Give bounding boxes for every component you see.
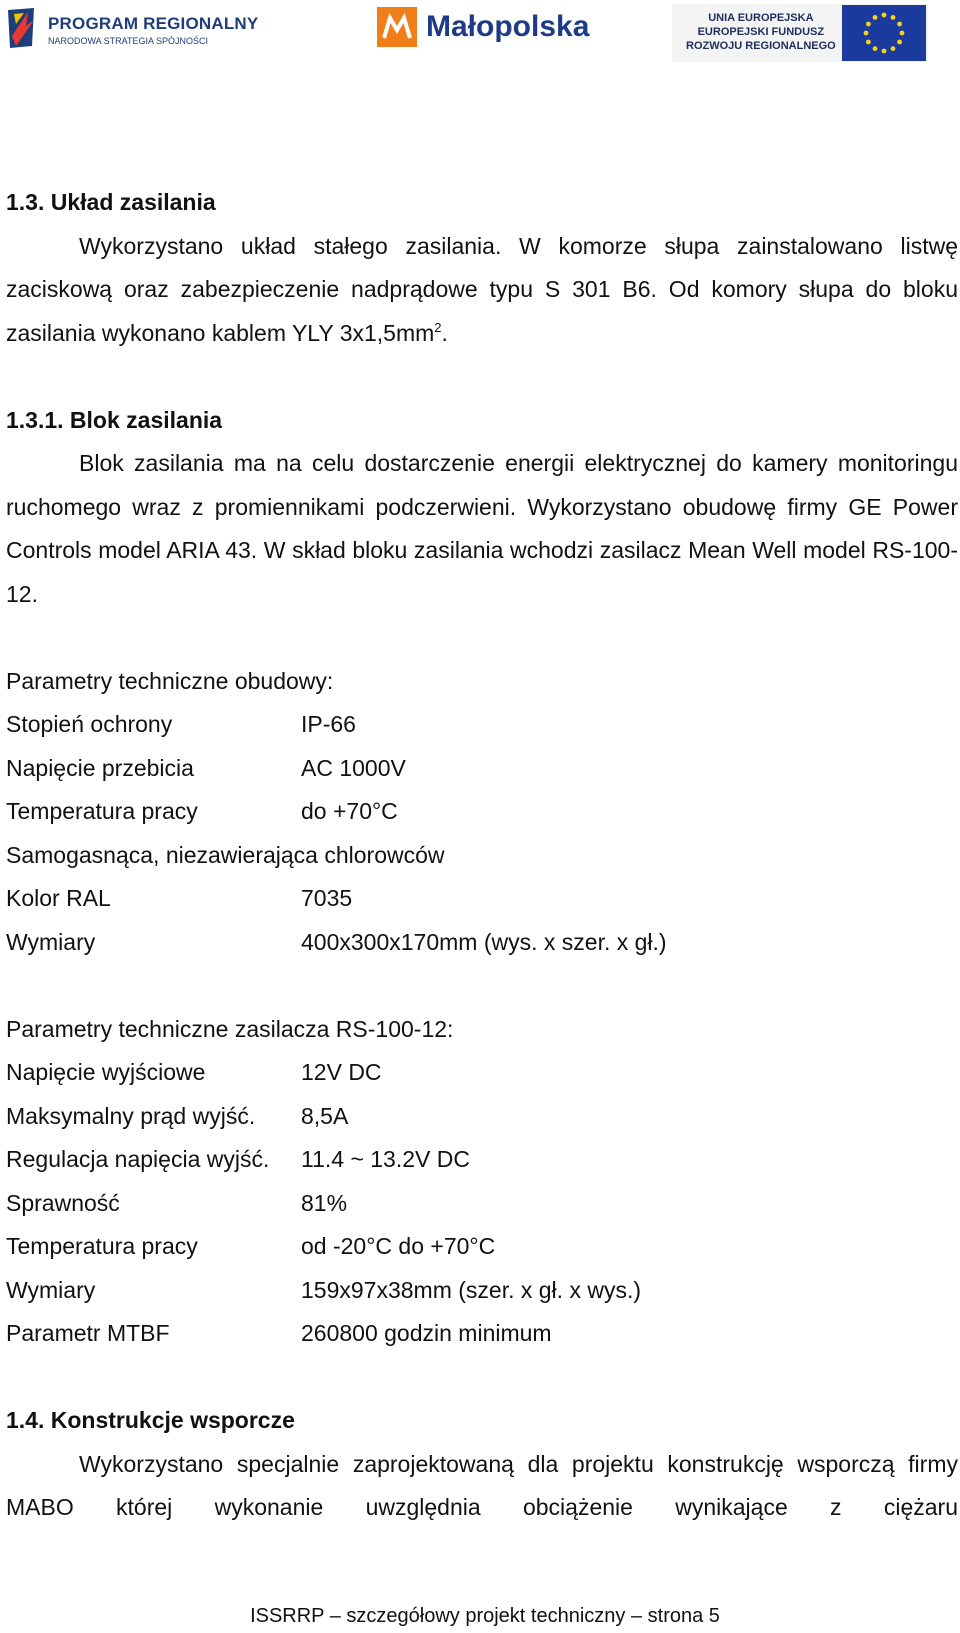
param-key: Sprawność [6,1189,120,1216]
param-key: Wymiary [6,928,96,955]
housing-param-row [6,921,958,965]
program-regionalny-emblem-icon [6,6,38,50]
param-value: AC 1000V [301,754,406,781]
param-key: Stopień ochrony [6,711,173,737]
housing-note: Samogasnąca, niezawierająca chlorowców [6,841,445,868]
section-1-3-text: Wykorzystano układ stałego zasilania. W komorze słupa zainstalowano listwę zaciskową oraz zabezpieczenie nadprądowe typu S 301 B6. Od komory słupa do bloku zasilania wykonano kablem YLY 3x1,5mm [6,232,958,346]
param-value: IP-66 [301,711,356,737]
param-key: Regulacja napięcia wyjść. [6,1146,270,1172]
program-regionalny-logo [6,4,259,52]
param-value: 81% [301,1189,348,1216]
param-value: 12V DC [301,1059,382,1085]
housing-param-row [6,790,958,834]
eu-line-1: UNIA EUROPEJSKA [708,12,814,24]
psu-param-row [6,1138,958,1182]
document-body [6,181,958,1530]
psu-params-title: Parametry techniczne zasilacza RS-100-12: [6,1015,454,1042]
eu-text-block [686,11,836,53]
param-key: Temperatura pracy [6,1233,198,1259]
malopolska-logo [376,4,606,52]
psu-param-row [6,1051,958,1095]
param-value: do +70°C [301,798,398,824]
section-1-4-paragraph: Wykorzystano specjalnie zaprojektowaną dla projektu konstrukcję wsporczą firmy MABO której wykonanie uwzględnia obciążenie wynikające z ciężaru [6,1450,958,1520]
section-1-3-1-heading: 1.3.1. Blok zasilania [6,406,223,433]
param-value: 8,5A [301,1102,349,1129]
param-value: 159x97x38mm (szer. x gł. x wys.) [301,1276,641,1303]
section-1-4-heading: 1.4. Konstrukcje wsporcze [6,1407,295,1433]
housing-param-row [6,747,958,791]
program-regionalny-subtitle: NARODOWA STRATEGIA SPÓJNOŚCI [48,36,209,46]
param-key: Napięcie przebicia [6,754,194,781]
param-value: 400x300x170mm (wys. x szer. x gł.) [301,928,667,955]
param-value: 11.4 ~ 13.2V DC [301,1146,470,1172]
section-1-3-1-paragraph: Blok zasilania ma na celu dostarczenie energii elektrycznej do kamery monitoringu ruchomego wraz z promiennikami podczerwieni. Wykorzystano obudowę firmy GE Power Controls model ARIA 43. W skład bloku zasilania wchodzi zasilacz Mean Well model RS-100-12. [6,450,958,607]
superscript-2: 2 [434,319,442,335]
housing-param-row [6,703,958,747]
param-key: Maksymalny prąd wyjść. [6,1102,256,1129]
psu-param-row [6,1182,958,1226]
section-1-3-paragraph [6,225,958,356]
psu-param-row [6,1312,958,1356]
eu-line-2: EUROPEJSKI FUNDUSZ [697,26,825,38]
param-key: Parametr MTBF [6,1320,170,1346]
psu-param-row [6,1225,958,1269]
psu-param-row [6,1095,958,1139]
param-key: Temperatura pracy [6,798,198,824]
program-regionalny-title: PROGRAM REGIONALNY [48,14,259,33]
param-value: od -20°C do +70°C [301,1233,496,1259]
housing-param-row [6,877,958,921]
page-footer: ISSRRP – szczegółowy projekt techniczny – strona 5 [250,1605,720,1627]
param-value: 260800 godzin minimum [301,1320,552,1346]
section-1-3-text-end: . [441,319,448,346]
param-key: Wymiary [6,1276,96,1303]
section-1-3-heading: 1.3. Układ zasilania [6,189,216,215]
eu-flag-icon [842,5,926,61]
malopolska-title: Małopolska [426,10,590,43]
param-key: Napięcie wyjściowe [6,1059,206,1085]
eu-line-3: ROZWOJU REGIONALNEGO [686,40,836,52]
header-logos [0,0,960,68]
param-key: Kolor RAL [6,885,111,911]
param-value: 7035 [301,885,353,911]
housing-params-title: Parametry techniczne obudowy: [6,667,334,694]
psu-param-row [6,1269,958,1313]
eu-logo [672,4,928,62]
malopolska-emblem-icon [376,6,418,48]
